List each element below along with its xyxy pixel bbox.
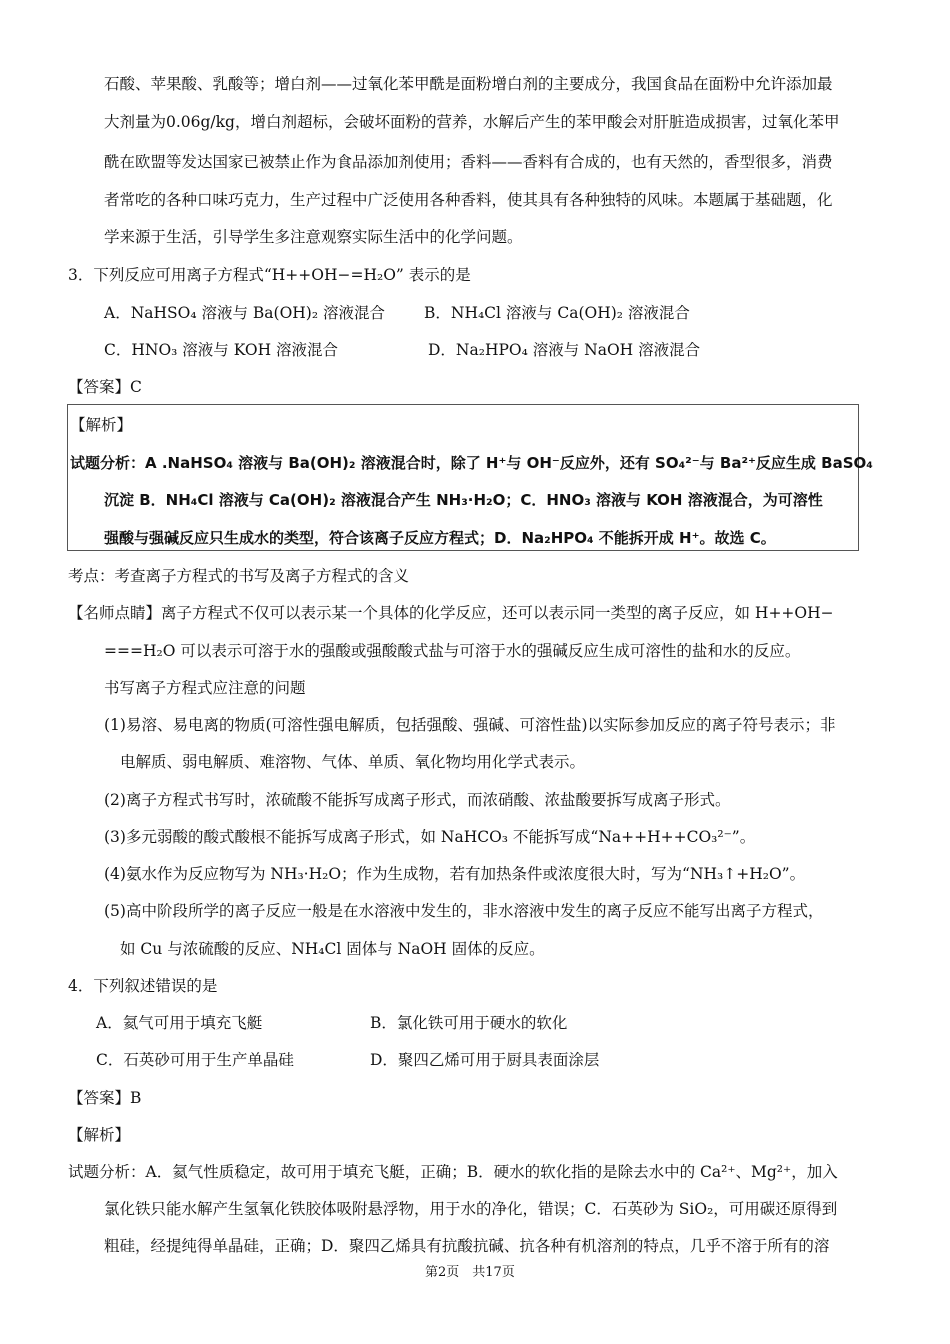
mingshi-line: 如 Cu 与浓硫酸的反应、NH₄Cl 固体与 NaOH 固体的反应。 [120, 940, 545, 958]
mingshi-line: (3)多元弱酸的酸式酸根不能拆写成离子形式，如 NaHCO₃ 不能拆写成“Na++H++CO₃²⁻”。 [104, 828, 756, 846]
mingshi-line: 书写离子方程式应注意的问题 [104, 679, 306, 697]
paragraph-line: 大剂量为0.06g/kg，增白剂超标，会破坏面粉的营养，水解后产生的苯甲酸会对肝脏造成损害，过氧化苯甲 [104, 113, 840, 131]
question-4-option-c: C．石英砂可用于生产单晶硅 [96, 1051, 294, 1069]
question-3-analysis-line: 沉淀 B．NH₄Cl 溶液与 Ca(OH)₂ 溶液混合产生 NH₃·H₂O；C．HNO₃ 溶液与 KOH 溶液混合，为可溶性 [104, 491, 823, 509]
question-3-answer: 【答案】C [68, 378, 142, 396]
question-4-stem: 4．下列叙述错误的是 [68, 977, 218, 995]
question-3-option-c: C．HNO₃ 溶液与 KOH 溶液混合 [104, 341, 339, 359]
mingshi-line: (2)离子方程式书写时，浓硫酸不能拆写成离子形式，而浓硝酸、浓盐酸要拆写成离子形式。 [104, 791, 731, 809]
mingshi-line: (5)高中阶段所学的离子反应一般是在水溶液中发生的，非水溶液中发生的离子反应不能写出离子方程式， [104, 902, 824, 920]
question-3-option-d: D．Na₂HPO₄ 溶液与 NaOH 溶液混合 [428, 341, 701, 359]
question-4-analysis-line: 粗硅，经提纯得单晶硅，正确；D．聚四乙烯具有抗酸抗碱、抗各种有机溶剂的特点，几乎不溶于所有的溶 [104, 1237, 830, 1255]
question-3-analysis-title: 【解析】 [70, 416, 133, 434]
question-4-option-b: B．氯化铁可用于硬水的软化 [370, 1014, 568, 1032]
question-3-kaodian: 考点：考查离子方程式的书写及离子方程式的含义 [68, 567, 410, 585]
question-4-analysis-title: 【解析】 [68, 1126, 131, 1144]
mingshi-line: ===H₂O 可以表示可溶于水的强酸或强酸酸式盐与可溶于水的强碱反应生成可溶性的盐和水的反应。 [104, 642, 801, 660]
question-3-stem: 3．下列反应可用离子方程式“H++OH−=H₂O” 表示的是 [68, 266, 471, 284]
mingshi-line: 【名师点睛】离子方程式不仅可以表示某一个具体的化学反应，还可以表示同一类型的离子反应，如 H++OH− [68, 604, 834, 622]
paragraph-line: 酰在欧盟等发达国家已被禁止作为食品添加剂使用；香料——香料有合成的，也有天然的，香型很多，消费 [104, 153, 833, 171]
paragraph-line: 者常吃的各种口味巧克力，生产过程中广泛使用各种香料，使其具有各种独特的风味。本题属于基础题，化 [104, 191, 833, 209]
question-4-answer: 【答案】B [68, 1089, 142, 1107]
mingshi-line: (1)易溶、易电离的物质(可溶性强电解质，包括强酸、强碱、可溶性盐)以实际参加反应的离子符号表示；非 [104, 716, 836, 734]
paragraph-line: 石酸、苹果酸、乳酸等；增白剂——过氧化苯甲酰是面粉增白剂的主要成分，我国食品在面粉中允许添加最 [104, 75, 833, 93]
mingshi-line: (4)氨水作为反应物写为 NH₃·H₂O；作为生成物，若有加热条件或浓度很大时，写为“NH₃↑+H₂O”。 [104, 865, 806, 883]
question-4-option-a: A．氦气可用于填充飞艇 [96, 1014, 263, 1032]
question-3-analysis-line: 试题分析：A .NaHSO₄ 溶液与 Ba(OH)₂ 溶液混合时，除了 H⁺与 OH⁻反应外，还有 SO₄²⁻与 Ba²⁺反应生成 BaSO₄ [70, 454, 873, 472]
paragraph-line: 学来源于生活，引导学生多注意观察实际生活中的化学问题。 [104, 228, 523, 246]
question-3-option-a: A．NaHSO₄ 溶液与 Ba(OH)₂ 溶液混合 [104, 304, 385, 322]
question-4-analysis-line: 氯化铁只能水解产生氢氧化铁胶体吸附悬浮物，用于水的净化，错误；C．石英砂为 SiO₂，可用碳还原得到 [104, 1200, 838, 1218]
question-3-analysis-line: 强酸与强碱反应只生成水的类型，符合该离子反应方程式；D．Na₂HPO₄ 不能拆开成 H⁺。故选 C。 [104, 529, 776, 547]
page-footer: 第2页 共17页 [425, 1265, 515, 1280]
mingshi-line: 电解质、弱电解质、难溶物、气体、单质、氧化物均用化学式表示。 [120, 753, 586, 771]
question-4-analysis-line: 试题分析：A．氦气性质稳定，故可用于填充飞艇，正确；B．硬水的软化指的是除去水中的 Ca²⁺、Mg²⁺，加入 [68, 1163, 838, 1181]
question-4-option-d: D．聚四乙烯可用于厨具表面涂层 [370, 1051, 600, 1069]
question-3-option-b: B．NH₄Cl 溶液与 Ca(OH)₂ 溶液混合 [424, 304, 690, 322]
